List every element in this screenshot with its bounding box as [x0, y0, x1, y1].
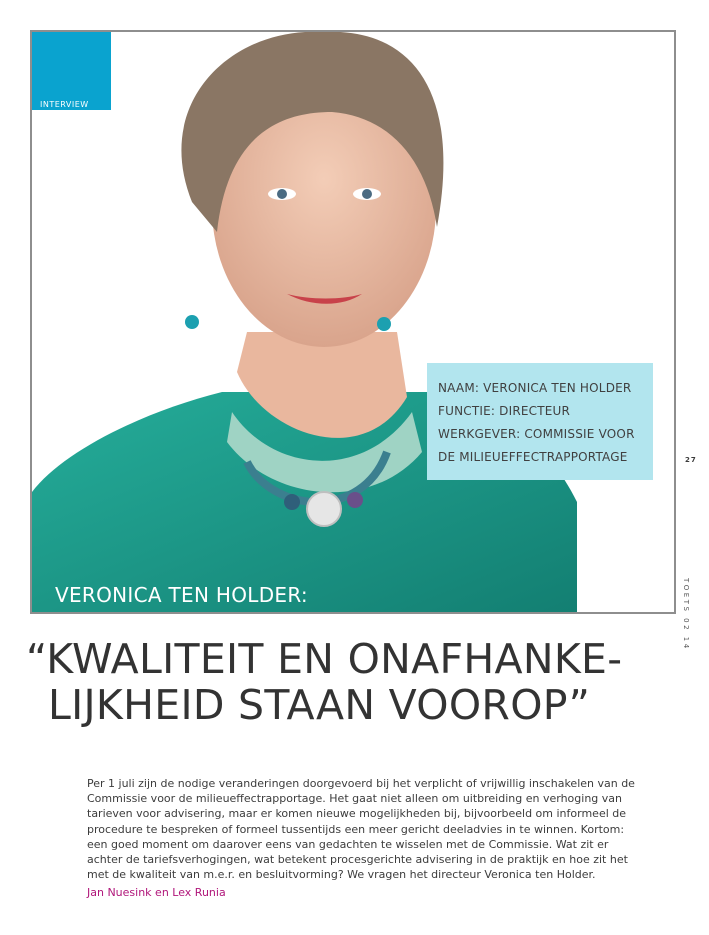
byline: Jan Nuesink en Lex Runia [87, 886, 226, 899]
name-caption: VERONICA TEN HOLDER: [55, 583, 308, 607]
headline-line-2: LIJKHEID STAAN VOOROP” [48, 681, 591, 729]
portrait-illustration [32, 32, 674, 612]
info-employer-1: WERKGEVER: COMMISSIE VOOR [438, 427, 635, 441]
headline [26, 636, 622, 728]
section-tag-box [32, 32, 111, 110]
intro-paragraph: Per 1 juli zijn de nodige veranderingen doorgevoerd bij het verplicht of vrijwillig inschakelen van de Commissie voor de milieueffectrapportage. Het gaat niet alleen om uitbreiding en verhoging van tarieven voor advisering, maar er komen nieuwe mogelijkheden bij, bijvoorbeeld om informeel de procedure te bespreken of formeel tussentijds een meer gericht deeladvies in te winnen. Kortom: een goed moment om daarover eens van gedachten te wisselen met de Commissie. Wat zit er achter de tariefsverhogingen, wat betekent procesgerichte advisering in de praktijk en hoe zit het met de kwaliteit van m.e.r. en besluitvorming? We vragen het directeur Veronica ten Holder. [87, 777, 635, 882]
section-tag-label: INTERVIEW [40, 100, 89, 109]
info-name: NAAM: VERONICA TEN HOLDER [438, 381, 632, 395]
headline-line-1: “KWALITEIT EN ONAFHANKE- [26, 635, 623, 683]
page-number: 27 [685, 456, 697, 464]
info-employer-2: DE MILIEUEFFECTRAPPORTAGE [438, 450, 628, 464]
portrait-photo [30, 30, 676, 614]
magazine-side-label: TOETS 02 14 [682, 578, 690, 651]
info-box [427, 363, 653, 480]
info-function: FUNCTIE: DIRECTEUR [438, 404, 571, 418]
